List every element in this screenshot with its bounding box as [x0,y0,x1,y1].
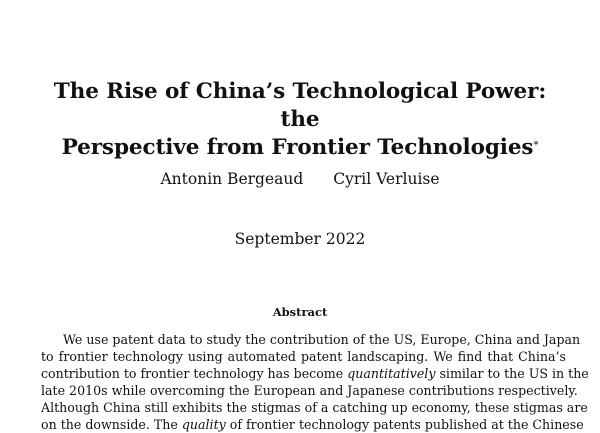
abstract-line: We use patent data to study the contribution of the US, Europe, China and Japan [63,332,581,347]
title-line-2-text: Perspective from Frontier Technologies [61,135,534,160]
abstract-line: to frontier technology using automated patent landscaping. We find that China’s [41,349,566,364]
author-name: Antonin Bergeaud [160,170,304,188]
title-footnote-mark: * [533,140,539,151]
abstract-line: Although China still exhibits the stigmas of a catching up economy, these stigmas are [41,400,588,415]
abstract-line: contribution to frontier technology has become quantitatively similar to the US in the [41,366,589,381]
paper-title [40,78,560,162]
publication-date: September 2022 [234,230,366,248]
title-line-2 [40,134,560,162]
emphasis-quantitatively: quantitatively [347,366,436,381]
abstract-line: late 2010s while overcoming the European and Japanese contributions respectively. [41,383,578,398]
abstract-body [41,331,589,433]
abstract-heading: Abstract [272,305,328,319]
abstract-line: on the downside. The quality of frontier technology patents published at the Chinese [41,417,584,432]
author-list [0,170,600,188]
title-line-1: The Rise of China’s Technological Power: the [53,79,547,132]
author-name: Cyril Verluise [333,170,440,188]
emphasis-quality: quality [181,417,226,432]
